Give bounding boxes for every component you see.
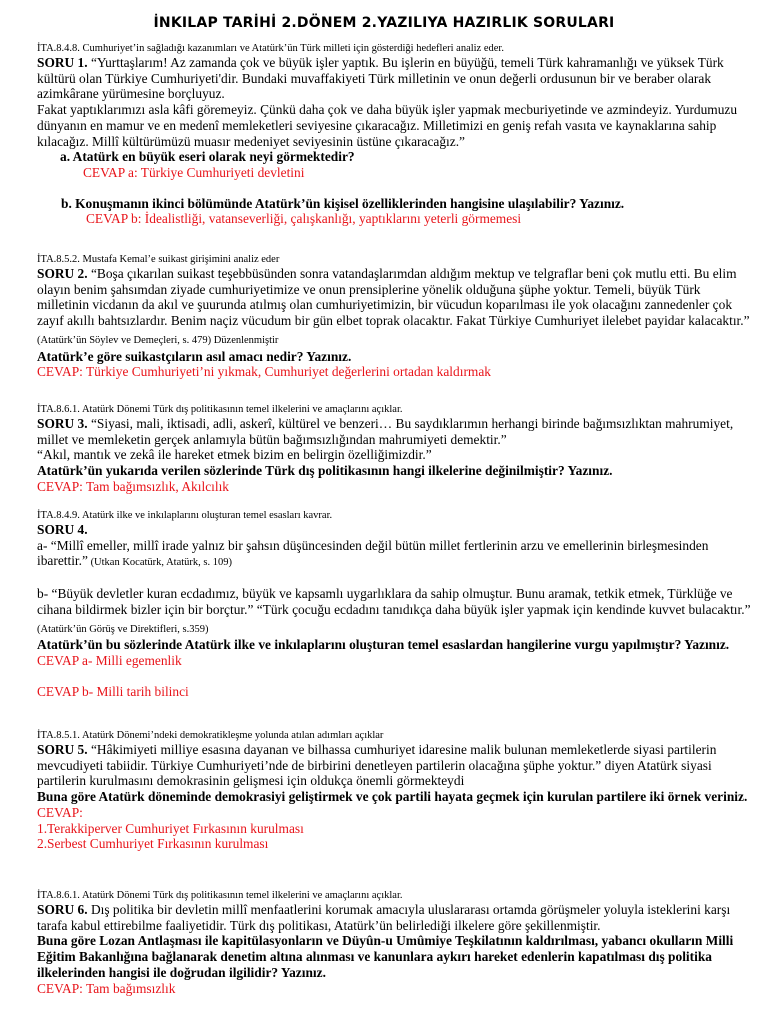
question-6-prompt: Buna göre Lozan Antlaşması ile kapitülasyonların ve Düyûn-u Umûmiye Teşkilatının kaldırılması, yabancı okulların Milli Eğitim Bakanlığına bağlanarak denetim altına alınması ve kanunlara aykırı hareket edenlerin kapatılması dış politika ilkelerinden hangisi ile doğrudan ilgilidir? Yazınız. <box>37 933 734 980</box>
kazanim-5: İTA.8.5.1. Atatürk Dönemi’ndeki demokratikleşme yolunda atılan adımları açıklar <box>37 730 384 741</box>
answer-1b: CEVAP b: İdealistliği, vatanseverliği, çalışkanlığı, yaptıklarını yeterli görmemesi <box>86 211 522 227</box>
question-6-label: SORU 6. <box>37 902 88 917</box>
question-1-quote-2: Fakat yaptıklarımızı asla kâfi göremeyiz. Çünkü daha çok ve daha büyük işler yapmak mecburiyetinde ve azmindeyiz. Yurdumuzu dünyanın en mamur ve en medenî memleketleri seviyesine çıkaracağız. Milletimizi en geniş refah vasıta ve kaynaklarına sahip kılacağız. Millî kültürümüzü muasır medeniyet seviyesinin üstüne çıkaracağız.” <box>37 102 738 149</box>
answer-3: CEVAP: Tam bağımsızlık, Akılcılık <box>37 478 229 494</box>
question-4 <box>37 509 753 699</box>
question-3-text <box>37 416 753 447</box>
question-2 <box>37 253 753 380</box>
question-2-label: SORU 2. <box>37 266 88 281</box>
answer-4a: CEVAP a- Milli egemenlik <box>37 652 182 668</box>
page-title: İNKILAP TARİHİ 2.DÖNEM 2.YAZILIYA HAZIRLIK SORULARI <box>153 15 615 31</box>
question-2-text <box>37 266 753 349</box>
answer-4b: CEVAP b- Milli tarih bilinci <box>37 683 189 699</box>
question-4a-text <box>37 538 753 571</box>
answer-2: CEVAP: Türkiye Cumhuriyeti’ni yıkmak, Cumhuriyet değerlerini ortadan kaldırmak <box>37 364 491 380</box>
question-3 <box>37 403 753 495</box>
answer-5-item-1: 1.Terakkiperver Cumhuriyet Fırkasının kurulması <box>37 820 304 836</box>
question-3-quote-2: “Akıl, mantık ve zekâ ile hareket etmek bizim en belirgin özelliğimizdir.” <box>37 447 432 463</box>
question-5-label: SORU 5. <box>37 742 88 757</box>
answer-6: CEVAP: Tam bağımsızlık <box>37 980 176 996</box>
answer-5-label: CEVAP: <box>37 804 83 820</box>
question-1-text <box>37 55 753 102</box>
question-2-prompt: Atatürk’e göre suikastçıların asıl amacı nedir? Yazınız. <box>37 348 352 364</box>
kazanim-3: İTA.8.6.1. Atatürk Dönemi Türk dış politikasının temel ilkelerini ve amaçlarını açıklar. <box>37 404 403 415</box>
kazanim-6: İTA.8.6.1. Atatürk Dönemi Türk dış politikasının temel ilkelerini ve amaçlarını açıklar. <box>37 890 403 901</box>
answer-5-item-2: 2.Serbest Cumhuriyet Fırkasının kurulması <box>37 836 269 852</box>
question-6-quote: Dış politika bir devletin millî menfaatlerini korumak amacıyla uluslararası ortamda görüşmeler yoluyla isteklerini karşı tarafa kabul ettirebilme faaliyetidir. Türk dış politikası, Atatürk’ün belirlediği ilkelere göre şekillenmiştir. <box>37 902 731 933</box>
answer-1a: CEVAP a: Türkiye Cumhuriyeti devletini <box>83 164 305 180</box>
question-4a-source: (Utkan Kocatürk, Atatürk, s. 109) <box>87 557 232 569</box>
question-4-label: SORU 4. <box>37 522 88 537</box>
question-6 <box>37 889 753 996</box>
question-1-label: SORU 1. <box>37 55 88 70</box>
question-4b-quote: b- “Büyük devletler kuran ecdadımız, büyük ve kapsamlı uygarlıklara da sahip olmuştur. Bunu aramak, tetkik etmek, Türklüğe ve cihana bildirmek bizler için bir borçtur.” “Türk çocuğu ecdadını tanıdıkça daha büyük işler yapmak için kendinde kuvvet bulacaktır.” <box>37 586 751 617</box>
question-1b: b. Konuşmanın ikinci bölümünde Atatürk’ün kişisel özelliklerinden hangisine ulaşılabilir? Yazınız. <box>61 195 625 211</box>
question-4a-quote: a- “Millî emeller, millî irade yalnız bir şahsın düşüncesinden değil bütün millet fertlerinin arzu ve emellerinin birleşmesinden ibarettir.” <box>37 537 709 569</box>
question-3-label: SORU 3. <box>37 416 88 431</box>
question-5 <box>37 729 753 852</box>
question-1 <box>37 42 753 227</box>
question-5-text <box>37 742 753 789</box>
question-4b-source: (Atatürk’ün Görüş ve Direktifleri, s.359) <box>37 623 209 635</box>
question-2-source: (Atatürk’ün Söylev ve Demeçleri, s. 479) Düzenlenmiştir <box>37 334 279 346</box>
kazanim-2: İTA.8.5.2. Mustafa Kemal’e suikast girişimini analiz eder <box>37 254 280 265</box>
question-1a: a. Atatürk en büyük eseri olarak neyi görmektedir? <box>60 149 355 165</box>
question-3-prompt: Atatürk’ün yukarıda verilen sözlerinde Türk dış politikasının hangi ilkelerine değinilmiştir? Yazınız. <box>37 463 613 479</box>
question-1-quote: “Yurttaşlarım! Az zamanda çok ve büyük işler yaptık. Bu işlerin en büyüğü, temeli Türk kahramanlığı ve yüksek Türk kültürü olan Türkiye Cumhuriyeti'dir. Bundaki muvaffakiyeti Türk milletinin ve onun değerli ordusunun bir ve beraber olarak azimkârane yürümesine borçluyuz. <box>37 55 724 102</box>
question-5-prompt: Buna göre Atatürk döneminde demokrasiyi geliştirmek ve çok partili hayata geçmek için kurulan partilere iki örnek veriniz. <box>37 789 748 805</box>
question-3-quote: “Siyasi, mali, iktisadi, adli, askerî, kültürel ve benzeri… Bu saydıklarımın herhangi birinde bağımsızlıktan mahrumiyet, millet ve memleketin gerçek anlamıyla bütün bağımsızlığından mahrumiyeti demektir.” <box>37 416 734 447</box>
question-6-text <box>37 902 753 933</box>
question-5-quote: “Hâkimiyeti milliye esasına dayanan ve bilhassa cumhuriyet idaresine malik bulunan memleketlerde siyasi partilerin mevcudiyeti tabiidir. Türkiye Cumhuriyeti’nde de birbirini denetleyen partilerin olacağına şüphe yoktur.” diyen Atatürk siyasi partilerin kurulmasını demokrasinin gelişmesi için oldukça önemli görmekteydi <box>37 742 717 789</box>
question-2-quote: “Boşa çıkarılan suikast teşebbüsünden sonra vatandaşlarımdan aldığım mektup ve telgraflar beni çok mutlu etti. Bu elim olayın benim şahsımdan ziyade cumhuriyetimize ve onun prensiplerine yönelik olduğuna şüphe yoktur. Temeli, büyük Türk milletinin vicdanın da akıl ve şuurunda atılmış olan cumhuriyetimizin, bir vücudun koparılması ile yok olacağını zannedenler çok zayıf akıllı bahtsızlardır. Benim naçiz vücudum bir gün elbet toprak olacaktır. Fakat Türkiye Cumhuriyet ilelebet payidar kalacaktır.” <box>37 266 750 329</box>
question-4b-text <box>37 586 753 637</box>
kazanim-4: İTA.8.4.9. Atatürk ilke ve inkılaplarını oluşturan temel esasları kavrar. <box>37 510 333 521</box>
kazanim-1: İTA.8.4.8. Cumhuriyet’in sağladığı kazanımları ve Atatürk’ün Türk milleti için gösterdiği hedefleri analiz eder. <box>37 43 504 54</box>
question-4-prompt: Atatürk’ün bu sözlerinde Atatürk ilke ve inkılaplarını oluşturan temel esaslardan hangilerine vurgu yapılmıştır? Yazınız. <box>37 637 730 653</box>
